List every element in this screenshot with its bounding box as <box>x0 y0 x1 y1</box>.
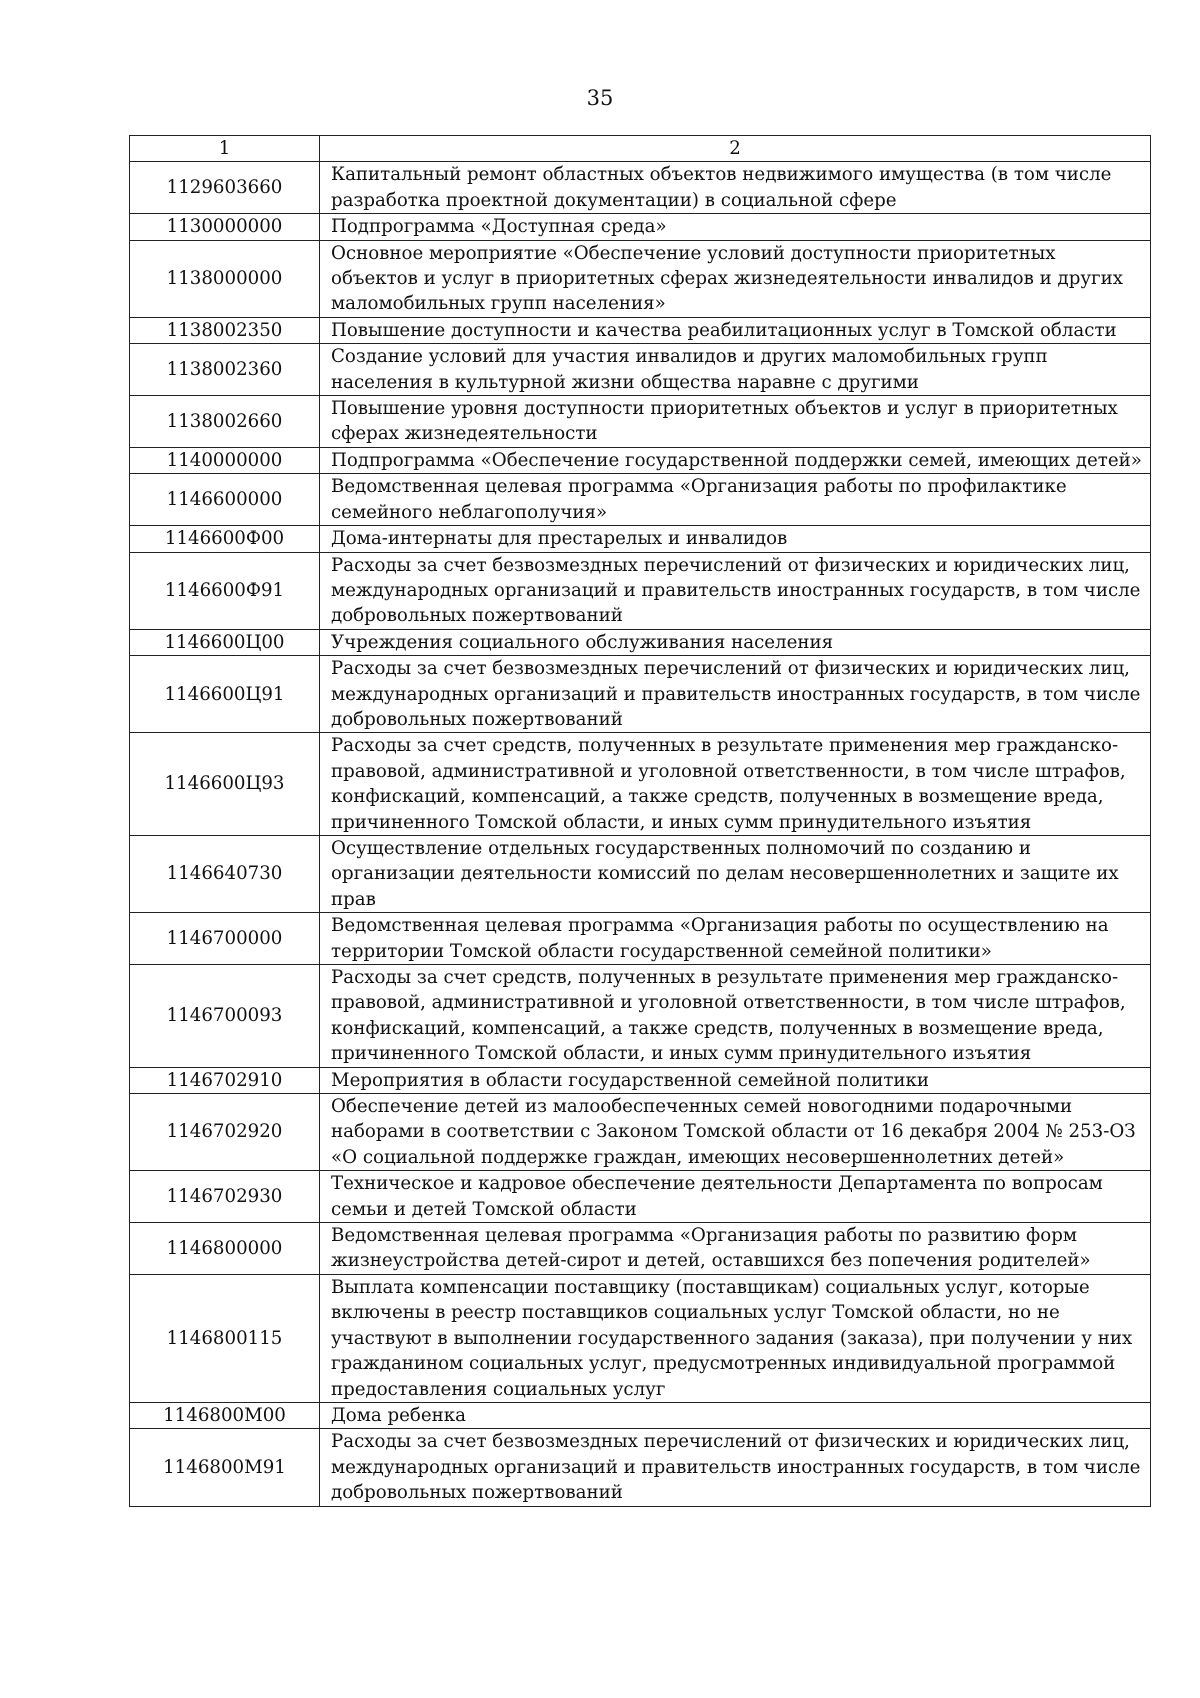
row-description: Повышение доступности и качества реабилитационных услуг в Томской области <box>320 317 1151 343</box>
row-description: Расходы за счет средств, полученных в результате применения мер гражданско-правовой, административной и уголовной ответственности, в том числе штрафов, конфискаций, компенсаций, а также средств, полученных в возмещение вреда, причиненного Томской области, и иных сумм принудительного изъятия <box>320 965 1151 1068</box>
column-header-code: 1 <box>130 136 320 162</box>
row-code: 1138002360 <box>130 344 320 396</box>
row-code: 1146600000 <box>130 474 320 526</box>
budget-codes-table <box>129 135 1151 1507</box>
table-row <box>130 344 1151 396</box>
table-row <box>130 1402 1151 1428</box>
row-description: Подпрограмма «Обеспечение государственной поддержки семей, имеющих детей» <box>320 447 1151 473</box>
row-code: 1130000000 <box>130 214 320 240</box>
row-description: Расходы за счет безвозмездных перечислений от физических и юридических лиц, международных организаций и правительств иностранных государств, в том числе добровольных пожертвований <box>320 1429 1151 1506</box>
row-code: 1138002660 <box>130 396 320 448</box>
row-description: Ведомственная целевая программа «Организация работы по профилактике семейного неблагополучия» <box>320 474 1151 526</box>
row-code: 1138002350 <box>130 317 320 343</box>
table-row <box>130 656 1151 733</box>
table-row <box>130 1171 1151 1223</box>
row-code: 1146800115 <box>130 1274 320 1402</box>
table-row <box>130 1067 1151 1093</box>
row-description: Обеспечение детей из малообеспеченных семей новогодними подарочными наборами в соответствии с Законом Томской области от 16 декабря 2004 № 253-ОЗ «О социальной поддержке граждан, имеющих несовершеннолетних детей» <box>320 1094 1151 1171</box>
row-description: Капитальный ремонт областных объектов недвижимого имущества (в том числе разработка проектной документации) в социальной сфере <box>320 162 1151 214</box>
row-code: 1146702920 <box>130 1094 320 1171</box>
row-description: Учреждения социального обслуживания населения <box>320 629 1151 655</box>
table-row <box>130 1094 1151 1171</box>
table-row <box>130 552 1151 629</box>
table-row <box>130 1429 1151 1506</box>
table-row <box>130 1274 1151 1402</box>
column-header-description: 2 <box>320 136 1151 162</box>
row-description: Техническое и кадровое обеспечение деятельности Департамента по вопросам семьи и детей Томской области <box>320 1171 1151 1223</box>
row-code: 1129603660 <box>130 162 320 214</box>
row-code: 1146702910 <box>130 1067 320 1093</box>
row-description: Мероприятия в области государственной семейной политики <box>320 1067 1151 1093</box>
row-description: Подпрограмма «Доступная среда» <box>320 214 1151 240</box>
table-row <box>130 733 1151 836</box>
row-description: Осуществление отдельных государственных полномочий по созданию и организации деятельности комиссий по делам несовершеннолетних и защите их прав <box>320 835 1151 912</box>
row-description: Основное мероприятие «Обеспечение условий доступности приоритетных объектов и услуг в приоритетных сферах жизнедеятельности инвалидов и других маломобильных групп населения» <box>320 240 1151 317</box>
row-description: Расходы за счет безвозмездных перечислений от физических и юридических лиц, международных организаций и правительств иностранных государств, в том числе добровольных пожертвований <box>320 552 1151 629</box>
table-row <box>130 214 1151 240</box>
row-code: 1146700093 <box>130 965 320 1068</box>
row-code: 1146702930 <box>130 1171 320 1223</box>
table-row <box>130 835 1151 912</box>
row-description: Ведомственная целевая программа «Организация работы по осуществлению на территории Томской области государственной семейной политики» <box>320 913 1151 965</box>
table-row <box>130 526 1151 552</box>
row-code: 1146600Ц00 <box>130 629 320 655</box>
table-row <box>130 474 1151 526</box>
table-row <box>130 317 1151 343</box>
row-code: 1146600Ц91 <box>130 656 320 733</box>
table-row <box>130 1223 1151 1275</box>
page-number: 35 <box>586 86 614 110</box>
row-code: 1140000000 <box>130 447 320 473</box>
row-code: 1146800000 <box>130 1223 320 1275</box>
table-row <box>130 913 1151 965</box>
row-code: 1146600Ф00 <box>130 526 320 552</box>
row-code: 1146600Ф91 <box>130 552 320 629</box>
row-description: Расходы за счет средств, полученных в результате применения мер гражданско-правовой, административной и уголовной ответственности, в том числе штрафов, конфискаций, компенсаций, а также средств, полученных в возмещение вреда, причиненного Томской области, и иных сумм принудительного изъятия <box>320 733 1151 836</box>
row-code: 1146800М91 <box>130 1429 320 1506</box>
table-row <box>130 396 1151 448</box>
row-description: Дома-интернаты для престарелых и инвалидов <box>320 526 1151 552</box>
table-row <box>130 629 1151 655</box>
row-description: Создание условий для участия инвалидов и других маломобильных групп населения в культурной жизни общества наравне с другими <box>320 344 1151 396</box>
table-row <box>130 447 1151 473</box>
row-code: 1146600Ц93 <box>130 733 320 836</box>
row-description: Дома ребенка <box>320 1402 1151 1428</box>
row-description: Расходы за счет безвозмездных перечислений от физических и юридических лиц, международных организаций и правительств иностранных государств, в том числе добровольных пожертвований <box>320 656 1151 733</box>
table-row <box>130 240 1151 317</box>
table-row <box>130 965 1151 1068</box>
row-description: Выплата компенсации поставщику (поставщикам) социальных услуг, которые включены в реестр поставщиков социальных услуг Томской области, но не участвуют в выполнении государственного задания (заказа), при получении у них гражданином социальных услуг, предусмотренных индивидуальной программой предоставления социальных услуг <box>320 1274 1151 1402</box>
row-code: 1146800М00 <box>130 1402 320 1428</box>
row-code: 1146640730 <box>130 835 320 912</box>
row-code: 1146700000 <box>130 913 320 965</box>
row-description: Ведомственная целевая программа «Организация работы по развитию форм жизнеустройства детей-сирот и детей, оставшихся без попечения родителей» <box>320 1223 1151 1275</box>
table-row <box>130 162 1151 214</box>
row-description: Повышение уровня доступности приоритетных объектов и услуг в приоритетных сферах жизнедеятельности <box>320 396 1151 448</box>
table-header-row <box>130 136 1151 162</box>
row-code: 1138000000 <box>130 240 320 317</box>
